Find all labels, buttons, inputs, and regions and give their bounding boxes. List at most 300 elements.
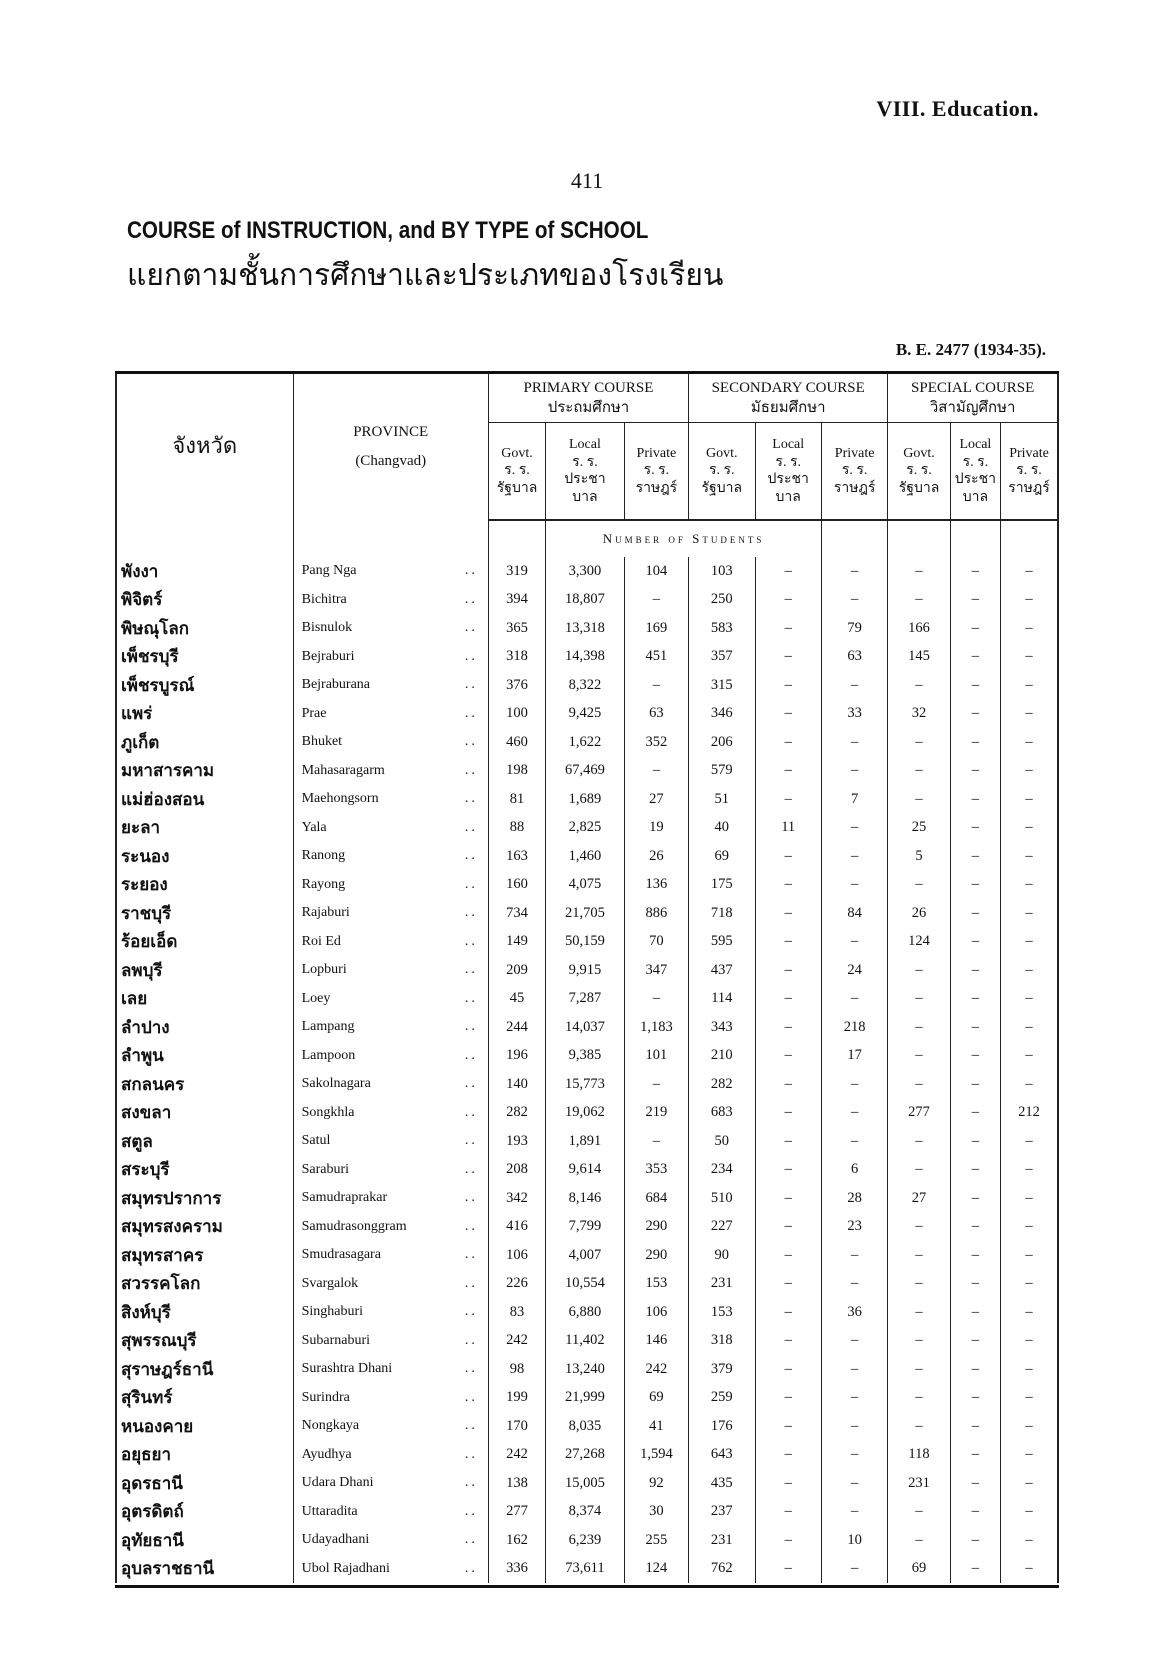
table-row bbox=[116, 614, 1058, 643]
value-cell: – bbox=[755, 956, 821, 985]
value-cell: – bbox=[1001, 1441, 1058, 1470]
value-cell: 166 bbox=[888, 614, 950, 643]
value-cell: 684 bbox=[624, 1184, 688, 1213]
province-name: Maehongsorn bbox=[301, 791, 379, 807]
value-cell: 9,385 bbox=[546, 1042, 624, 1071]
value-cell: 277 bbox=[488, 1498, 545, 1527]
special-private-header: Private ร. ร. ราษฎร์ bbox=[1001, 423, 1058, 521]
province-cell bbox=[293, 1241, 488, 1270]
changvad-thai-cell: ร้อยเอ็ด bbox=[116, 928, 293, 957]
value-cell: 146 bbox=[624, 1327, 688, 1356]
value-cell: 718 bbox=[689, 899, 755, 928]
value-cell: – bbox=[755, 1213, 821, 1242]
value-cell: 277 bbox=[888, 1099, 950, 1128]
value-cell: – bbox=[1001, 1498, 1058, 1527]
value-cell: – bbox=[755, 1184, 821, 1213]
value-cell: 27,268 bbox=[546, 1441, 624, 1470]
changvad-thai-cell: เพ็ชรบุรี bbox=[116, 643, 293, 672]
province-cell bbox=[293, 586, 488, 615]
value-cell: – bbox=[950, 1327, 1000, 1356]
province-name: Satul bbox=[301, 1133, 331, 1149]
changvad-thai-cell: แม่ฮ่องสอน bbox=[116, 785, 293, 814]
value-cell: 208 bbox=[488, 1156, 545, 1185]
value-cell: – bbox=[1001, 728, 1058, 757]
page-number: 411 bbox=[570, 168, 604, 193]
title-english: COURSE of INSTRUCTION, and BY TYPE of SCHOOL bbox=[127, 217, 649, 244]
province-cell bbox=[293, 1441, 488, 1470]
value-cell: – bbox=[755, 1469, 821, 1498]
value-cell: 40 bbox=[689, 814, 755, 843]
value-cell: 28 bbox=[821, 1184, 887, 1213]
value-cell: 9,614 bbox=[546, 1156, 624, 1185]
table-row bbox=[116, 1241, 1058, 1270]
value-cell: – bbox=[821, 728, 887, 757]
table-row bbox=[116, 1298, 1058, 1327]
value-cell: – bbox=[950, 814, 1000, 843]
value-cell: – bbox=[888, 1526, 950, 1555]
changvad-thai-cell: สมุทรสาคร bbox=[116, 1241, 293, 1270]
value-cell: – bbox=[755, 1498, 821, 1527]
value-cell: – bbox=[755, 1156, 821, 1185]
value-cell: 92 bbox=[624, 1469, 688, 1498]
value-cell: – bbox=[950, 1241, 1000, 1270]
value-cell: – bbox=[888, 1412, 950, 1441]
province-name: Rajaburi bbox=[301, 905, 350, 921]
value-cell: 336 bbox=[488, 1555, 545, 1584]
value-cell: – bbox=[950, 1469, 1000, 1498]
value-cell: – bbox=[1001, 700, 1058, 729]
value-cell: 3,300 bbox=[546, 557, 624, 586]
table-head bbox=[116, 374, 1058, 520]
province-cell bbox=[293, 1355, 488, 1384]
changvad-thai-cell: ยะลา bbox=[116, 814, 293, 843]
value-cell: 30 bbox=[624, 1498, 688, 1527]
value-cell: – bbox=[821, 814, 887, 843]
changvad-thai-cell: ลำพูน bbox=[116, 1042, 293, 1071]
table-row bbox=[116, 1526, 1058, 1555]
province-name: Uttaradita bbox=[301, 1503, 358, 1519]
secondary-local-header: Local ร. ร. ประชา บาล bbox=[755, 423, 821, 521]
value-cell: 79 bbox=[821, 614, 887, 643]
leader-dots: .. bbox=[464, 1247, 478, 1263]
changvad-thai-cell: หนองคาย bbox=[116, 1412, 293, 1441]
province-cell bbox=[293, 1327, 488, 1356]
table-row bbox=[116, 785, 1058, 814]
value-cell: – bbox=[950, 1355, 1000, 1384]
value-cell: – bbox=[755, 728, 821, 757]
leader-dots: .. bbox=[464, 591, 478, 607]
value-cell: 69 bbox=[888, 1555, 950, 1584]
value-cell: 27 bbox=[888, 1184, 950, 1213]
value-cell: – bbox=[950, 1526, 1000, 1555]
value-cell: 460 bbox=[488, 728, 545, 757]
value-cell: – bbox=[888, 1156, 950, 1185]
value-cell: – bbox=[950, 700, 1000, 729]
value-cell: 83 bbox=[488, 1298, 545, 1327]
changvad-thai-cell: สมุทรปราการ bbox=[116, 1184, 293, 1213]
value-cell: 218 bbox=[821, 1013, 887, 1042]
changvad-thai-cell: พิษณุโลก bbox=[116, 614, 293, 643]
primary-course-header: PRIMARY COURSE ประถมศึกษา bbox=[488, 374, 688, 423]
value-cell: 379 bbox=[689, 1355, 755, 1384]
value-cell: – bbox=[888, 757, 950, 786]
changvad-thai-cell: สิงห์บุรี bbox=[116, 1298, 293, 1327]
value-cell: 259 bbox=[689, 1384, 755, 1413]
section-title: VIII. Education. bbox=[876, 96, 1039, 121]
value-cell: 114 bbox=[689, 985, 755, 1014]
value-cell: 342 bbox=[488, 1184, 545, 1213]
value-cell: 7,287 bbox=[546, 985, 624, 1014]
value-cell: 149 bbox=[488, 928, 545, 957]
value-cell: 290 bbox=[624, 1241, 688, 1270]
province-cell bbox=[293, 1099, 488, 1128]
value-cell: 163 bbox=[488, 842, 545, 871]
table-row bbox=[116, 842, 1058, 871]
value-cell: 9,915 bbox=[546, 956, 624, 985]
value-cell: – bbox=[888, 1241, 950, 1270]
value-cell: – bbox=[821, 871, 887, 900]
value-cell: – bbox=[755, 614, 821, 643]
value-cell: 250 bbox=[689, 586, 755, 615]
value-cell: – bbox=[1001, 899, 1058, 928]
value-cell: 26 bbox=[888, 899, 950, 928]
value-cell: – bbox=[950, 1555, 1000, 1584]
leader-dots: .. bbox=[464, 1389, 478, 1405]
province-cell bbox=[293, 1070, 488, 1099]
value-cell: – bbox=[950, 1213, 1000, 1242]
leader-dots: .. bbox=[464, 1418, 478, 1434]
value-cell: – bbox=[821, 586, 887, 615]
value-cell: – bbox=[755, 643, 821, 672]
province-cell bbox=[293, 1127, 488, 1156]
province-cell bbox=[293, 985, 488, 1014]
changvad-thai-cell: ลพบุรี bbox=[116, 956, 293, 985]
leader-dots: .. bbox=[464, 1104, 478, 1120]
value-cell: 25 bbox=[888, 814, 950, 843]
value-cell: – bbox=[1001, 814, 1058, 843]
leader-dots: .. bbox=[464, 791, 478, 807]
value-cell: – bbox=[1001, 1184, 1058, 1213]
value-cell: 595 bbox=[689, 928, 755, 957]
value-cell: 255 bbox=[624, 1526, 688, 1555]
leader-dots: .. bbox=[464, 933, 478, 949]
value-cell: 13,240 bbox=[546, 1355, 624, 1384]
province-cell bbox=[293, 1013, 488, 1042]
value-cell: – bbox=[821, 928, 887, 957]
value-cell: – bbox=[888, 1498, 950, 1527]
value-cell: – bbox=[950, 956, 1000, 985]
value-cell: 21,999 bbox=[546, 1384, 624, 1413]
changvad-thai-cell: ภูเก็ต bbox=[116, 728, 293, 757]
special-local-header: Local ร. ร. ประชา บาล bbox=[950, 423, 1000, 521]
table-row bbox=[116, 700, 1058, 729]
value-cell: 242 bbox=[488, 1441, 545, 1470]
number-of-students-caption: Number of Students bbox=[546, 520, 822, 557]
changvad-thai-cell: แพร่ bbox=[116, 700, 293, 729]
value-cell: – bbox=[624, 985, 688, 1014]
province-name: Surashtra Dhani bbox=[301, 1361, 393, 1377]
province-name: Bisnulok bbox=[301, 620, 353, 636]
leader-dots: .. bbox=[464, 1446, 478, 1462]
value-cell: – bbox=[1001, 1270, 1058, 1299]
value-cell: 198 bbox=[488, 757, 545, 786]
value-cell: – bbox=[950, 985, 1000, 1014]
value-cell: – bbox=[950, 1127, 1000, 1156]
table-row bbox=[116, 1384, 1058, 1413]
table-row bbox=[116, 643, 1058, 672]
changvad-thai-cell: อุบลราชธานี bbox=[116, 1555, 293, 1584]
value-cell: – bbox=[888, 1327, 950, 1356]
changvad-thai-cell: ราชบุรี bbox=[116, 899, 293, 928]
value-cell: – bbox=[755, 1412, 821, 1441]
value-cell: – bbox=[1001, 557, 1058, 586]
value-cell: 98 bbox=[488, 1355, 545, 1384]
value-cell: 26 bbox=[624, 842, 688, 871]
value-cell: 8,035 bbox=[546, 1412, 624, 1441]
value-cell: – bbox=[1001, 1070, 1058, 1099]
value-cell: 118 bbox=[888, 1441, 950, 1470]
table-row bbox=[116, 1498, 1058, 1527]
value-cell: 67,469 bbox=[546, 757, 624, 786]
value-cell: – bbox=[755, 842, 821, 871]
table-row bbox=[116, 1156, 1058, 1185]
value-cell: – bbox=[1001, 985, 1058, 1014]
leader-dots: .. bbox=[464, 1560, 478, 1576]
value-cell: 242 bbox=[488, 1327, 545, 1356]
value-cell: 24 bbox=[821, 956, 887, 985]
value-cell: 45 bbox=[488, 985, 545, 1014]
value-cell: – bbox=[1001, 1526, 1058, 1555]
value-cell: – bbox=[888, 557, 950, 586]
value-cell: – bbox=[1001, 671, 1058, 700]
leader-dots: .. bbox=[464, 648, 478, 664]
value-cell: 18,807 bbox=[546, 586, 624, 615]
leader-dots: .. bbox=[464, 1190, 478, 1206]
table-bottom-rule bbox=[115, 1585, 1059, 1588]
value-cell: 90 bbox=[689, 1241, 755, 1270]
value-cell: – bbox=[950, 1498, 1000, 1527]
province-name: Bejraburana bbox=[301, 677, 371, 693]
value-cell: – bbox=[755, 1555, 821, 1584]
value-cell: – bbox=[821, 842, 887, 871]
value-cell: – bbox=[888, 1127, 950, 1156]
value-cell: 73,611 bbox=[546, 1555, 624, 1584]
leader-dots: .. bbox=[464, 1475, 478, 1491]
leader-dots: .. bbox=[464, 1304, 478, 1320]
province-name: Ayudhya bbox=[301, 1446, 352, 1462]
leader-dots: .. bbox=[464, 1019, 478, 1035]
value-cell: – bbox=[1001, 1555, 1058, 1584]
value-cell: 103 bbox=[689, 557, 755, 586]
changvad-thai-cell: พิจิตร์ bbox=[116, 586, 293, 615]
province-name: Prae bbox=[301, 705, 327, 721]
province-name: Samudrasonggram bbox=[301, 1218, 407, 1234]
province-name: Subarnaburi bbox=[301, 1332, 371, 1348]
value-cell: 193 bbox=[488, 1127, 545, 1156]
value-cell: 140 bbox=[488, 1070, 545, 1099]
value-cell: – bbox=[821, 1412, 887, 1441]
value-cell: 41 bbox=[624, 1412, 688, 1441]
table-row bbox=[116, 1184, 1058, 1213]
table-row bbox=[116, 928, 1058, 957]
value-cell: – bbox=[755, 1384, 821, 1413]
changvad-thai-cell: สวรรคโลก bbox=[116, 1270, 293, 1299]
value-cell: – bbox=[821, 1070, 887, 1099]
province-cell bbox=[293, 1213, 488, 1242]
value-cell: – bbox=[888, 1213, 950, 1242]
value-cell: 14,398 bbox=[546, 643, 624, 672]
value-cell: 319 bbox=[488, 557, 545, 586]
province-cell bbox=[293, 1184, 488, 1213]
value-cell: 4,007 bbox=[546, 1241, 624, 1270]
value-cell: 8,146 bbox=[546, 1184, 624, 1213]
table-row bbox=[116, 1070, 1058, 1099]
value-cell: – bbox=[950, 1384, 1000, 1413]
value-cell: – bbox=[821, 1127, 887, 1156]
value-cell: – bbox=[1001, 1327, 1058, 1356]
value-cell: – bbox=[624, 671, 688, 700]
value-cell: 50 bbox=[689, 1127, 755, 1156]
value-cell: 6,880 bbox=[546, 1298, 624, 1327]
changvad-thai-cell: ระยอง bbox=[116, 871, 293, 900]
value-cell: – bbox=[888, 1298, 950, 1327]
value-cell: 36 bbox=[821, 1298, 887, 1327]
value-cell: 231 bbox=[689, 1526, 755, 1555]
province-name: Loey bbox=[301, 990, 331, 1006]
province-name: Samudraprakar bbox=[301, 1190, 388, 1206]
table-row bbox=[116, 557, 1058, 586]
value-cell: – bbox=[950, 1070, 1000, 1099]
value-cell: 244 bbox=[488, 1013, 545, 1042]
value-cell: 365 bbox=[488, 614, 545, 643]
province-cell bbox=[293, 1412, 488, 1441]
table-row bbox=[116, 1555, 1058, 1584]
value-cell: 4,075 bbox=[546, 871, 624, 900]
value-cell: – bbox=[821, 1441, 887, 1470]
leader-dots: .. bbox=[464, 1218, 478, 1234]
leader-dots: .. bbox=[464, 1361, 478, 1377]
value-cell: 101 bbox=[624, 1042, 688, 1071]
value-cell: 1,689 bbox=[546, 785, 624, 814]
value-cell: 10 bbox=[821, 1526, 887, 1555]
changvad-thai-cell: สุรินทร์ bbox=[116, 1384, 293, 1413]
province-name: Yala bbox=[301, 819, 327, 835]
province-cell bbox=[293, 700, 488, 729]
value-cell: – bbox=[1001, 842, 1058, 871]
value-cell: 234 bbox=[689, 1156, 755, 1185]
value-cell: – bbox=[888, 728, 950, 757]
changvad-thai-cell: มหาสารคาม bbox=[116, 757, 293, 786]
value-cell: – bbox=[624, 1127, 688, 1156]
changvad-thai-cell: อุดรธานี bbox=[116, 1469, 293, 1498]
province-header: PROVINCE (Changvad) bbox=[293, 374, 488, 520]
statistics-table-wrapper bbox=[115, 371, 1059, 1588]
table-row bbox=[116, 1099, 1058, 1128]
table-row bbox=[116, 1327, 1058, 1356]
province-name: Roi Ed bbox=[301, 933, 341, 949]
province-name: Sakolnagara bbox=[301, 1076, 371, 1092]
value-cell: – bbox=[755, 1526, 821, 1555]
value-cell: – bbox=[950, 1441, 1000, 1470]
value-cell: 88 bbox=[488, 814, 545, 843]
province-cell bbox=[293, 671, 488, 700]
province-cell bbox=[293, 1526, 488, 1555]
value-cell: – bbox=[1001, 1355, 1058, 1384]
value-cell: – bbox=[755, 1441, 821, 1470]
value-cell: – bbox=[950, 757, 1000, 786]
value-cell: 9,425 bbox=[546, 700, 624, 729]
value-cell: 69 bbox=[689, 842, 755, 871]
leader-dots: .. bbox=[464, 1161, 478, 1177]
table-row bbox=[116, 814, 1058, 843]
value-cell: 237 bbox=[689, 1498, 755, 1527]
province-name: Lampoon bbox=[301, 1047, 356, 1063]
value-cell: 100 bbox=[488, 700, 545, 729]
changvad-thai-cell: สกลนคร bbox=[116, 1070, 293, 1099]
value-cell: – bbox=[821, 985, 887, 1014]
province-name: Smudrasagara bbox=[301, 1247, 381, 1263]
value-cell: 762 bbox=[689, 1555, 755, 1584]
changvad-thai-cell: สระบุรี bbox=[116, 1156, 293, 1185]
value-cell: – bbox=[888, 985, 950, 1014]
changvad-thai-cell: สมุทรสงคราม bbox=[116, 1213, 293, 1242]
value-cell: 318 bbox=[689, 1327, 755, 1356]
changvad-thai-cell: เลย bbox=[116, 985, 293, 1014]
changvad-thai-cell: สุพรรณบุรี bbox=[116, 1327, 293, 1356]
value-cell: 376 bbox=[488, 671, 545, 700]
value-cell: – bbox=[821, 1469, 887, 1498]
value-cell: 583 bbox=[689, 614, 755, 643]
table-row bbox=[116, 671, 1058, 700]
province-cell bbox=[293, 814, 488, 843]
value-cell: – bbox=[755, 928, 821, 957]
value-cell: 199 bbox=[488, 1384, 545, 1413]
value-cell: 32 bbox=[888, 700, 950, 729]
value-cell: – bbox=[755, 1042, 821, 1071]
value-cell: 13,318 bbox=[546, 614, 624, 643]
province-cell bbox=[293, 928, 488, 957]
value-cell: 176 bbox=[689, 1412, 755, 1441]
value-cell: 11 bbox=[755, 814, 821, 843]
special-course-header: SPECIAL COURSE วิสามัญศึกษา bbox=[888, 374, 1058, 423]
changvad-thai-cell: สุราษฎร์ธานี bbox=[116, 1355, 293, 1384]
value-cell: 352 bbox=[624, 728, 688, 757]
value-cell: 15,005 bbox=[546, 1469, 624, 1498]
value-cell: – bbox=[755, 586, 821, 615]
province-cell bbox=[293, 842, 488, 871]
province-cell bbox=[293, 1469, 488, 1498]
value-cell: – bbox=[821, 1555, 887, 1584]
value-cell: 106 bbox=[488, 1241, 545, 1270]
province-cell bbox=[293, 1270, 488, 1299]
value-cell: – bbox=[755, 1327, 821, 1356]
value-cell: – bbox=[624, 586, 688, 615]
value-cell: – bbox=[755, 985, 821, 1014]
table-row bbox=[116, 728, 1058, 757]
province-name: Rayong bbox=[301, 876, 346, 892]
value-cell: – bbox=[755, 1355, 821, 1384]
value-cell: 231 bbox=[888, 1469, 950, 1498]
province-name: Nongkaya bbox=[301, 1418, 360, 1434]
value-cell: – bbox=[950, 586, 1000, 615]
value-cell: – bbox=[1001, 1384, 1058, 1413]
value-cell: 2,825 bbox=[546, 814, 624, 843]
table-row bbox=[116, 956, 1058, 985]
value-cell: – bbox=[888, 871, 950, 900]
secondary-private-header: Private ร. ร. ราษฎร์ bbox=[821, 423, 887, 521]
leader-dots: .. bbox=[464, 1275, 478, 1291]
leader-dots: .. bbox=[464, 876, 478, 892]
